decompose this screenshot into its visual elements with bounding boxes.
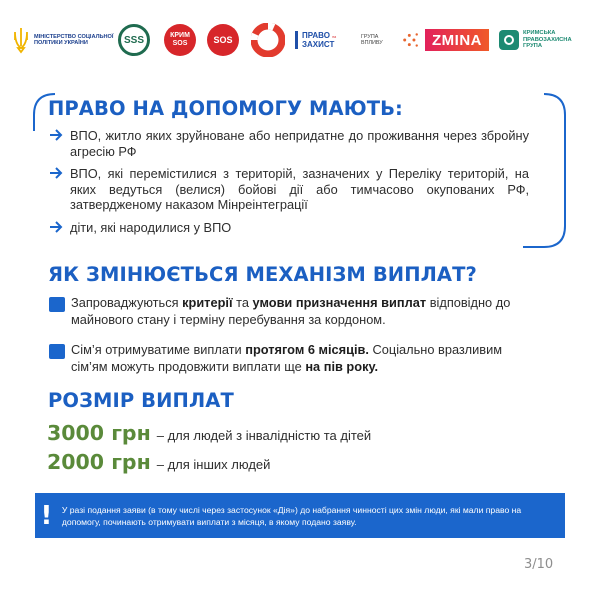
list-item [49,128,529,159]
krym-sos-logo [164,24,196,56]
square-bullet-icon [49,344,65,359]
partner-logos [12,18,592,62]
pravo-na-zakhyst-logo [295,31,351,49]
text-span: та [232,295,253,310]
note-text: У разі подання заяви (в тому числі через застосунок «Дія») до набрання чинності цих змін люди, які мали право на допомогу, починають отримувати виплати з місяця, в якому подано заяву. [61,504,522,527]
section-title-eligibility: ПРАВО НА ДОПОМОГУ МАЮТЬ: [48,97,403,120]
grupa-name: ГРУПА ВПЛИВУ [361,33,383,46]
bold-duration: протягом 6 місяців. [245,342,369,357]
kpg-logo [499,30,585,50]
bold-conditions: умови призначення виплат [252,295,427,310]
square-bullet-icon [49,297,65,312]
kpg-icon [499,30,519,50]
krym-sos-line2: SOS [172,40,188,47]
page-number: 3/10 [524,557,554,572]
pravo-line2: на [332,35,337,39]
bold-criteria: критерії [182,295,233,310]
arrow-right-icon [49,221,63,233]
exclamation-icon: ! [40,500,53,531]
section-title-mechanism: ЯК ЗМІНЮЄТЬСЯ МЕХАНІЗМ ВИПЛАТ? [48,263,477,286]
arrow-right-icon [49,167,63,179]
krym-sos-line1: КРИМ [170,32,190,39]
ministry-name: МІНІСТЕРСТВО СОЦІАЛЬНОЇ ПОЛІТИКИ УКРАЇНИ [34,33,114,46]
kpg-name: КРИМСЬКА ПРАВОЗАХИСНА ГРУПА [523,29,572,50]
text-span: відповідно до майнового стану і терміну перебування за кордоном. [71,295,511,327]
mechanism-list [49,294,534,388]
list-item [49,341,534,375]
lifebuoy-icon [251,23,285,57]
text-span: Запроваджуються [71,295,183,310]
arrow-right-icon [49,129,63,141]
amount-value: 3000 грн [47,421,151,445]
amount-row-2 [47,450,270,474]
amount-row-1 [47,421,371,445]
trident-icon [12,26,30,54]
eligibility-item-1: ВПО, житло яких зруйноване або непридатне до проживання через збройну агресію РФ [70,128,529,159]
list-item [49,220,529,236]
list-item [49,166,529,213]
pravo-line3: ЗАХИСТ [302,40,335,49]
pravo-line1: ПРАВО [302,31,330,40]
amount-description: – для людей з інвалідністю та дітей [156,428,372,443]
section-title-amounts: РОЗМІР ВИПЛАТ [48,389,234,412]
list-item [49,294,534,328]
info-note [35,493,565,538]
amount-description: – для інших людей [156,457,271,472]
eligibility-item-2: ВПО, які перемістилися з територій, зазначених у Переліку територій, на яких ведуться (велися) бойові дії або тимчасово окупованих РФ, затвердженому наказом Мінреінтеграції [70,166,529,212]
eligibility-item-3: діти, які народилися у ВПО [70,219,232,235]
dots-icon [401,30,420,50]
ministry-logo [12,26,116,54]
zmina-logo: ZMINA [425,29,489,51]
text-span: Сім’я отримуватиме виплати [71,342,246,357]
eligibility-list [49,128,529,242]
sss-logo: SSS [118,24,150,56]
amount-value: 2000 грн [47,450,151,474]
grupa-vplyvu-logo [361,30,419,50]
bold-extension: на пів року. [305,359,379,374]
text-span: Соціально вразливим сім’ям можуть продовжити виплати ще [71,342,503,374]
donbas-sos-logo: SOS [207,24,239,56]
